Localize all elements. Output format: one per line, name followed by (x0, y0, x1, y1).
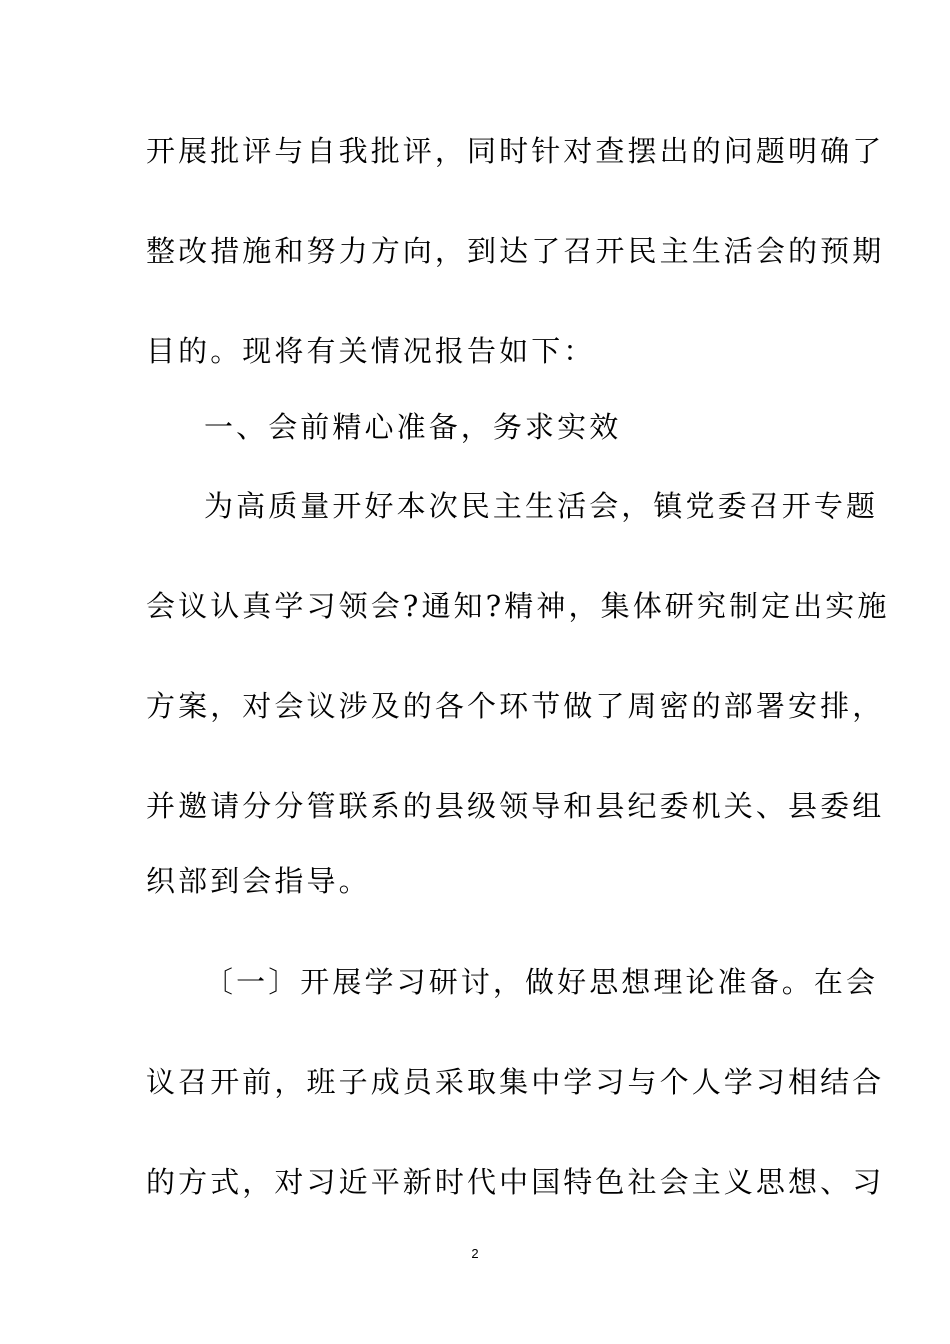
text-line-11: 议召开前，班子成员采取集中学习与个人学习相结合 (146, 1065, 885, 1099)
text-line-9: 织部到会指导。 (146, 864, 371, 898)
subsection-line: 〔一〕开展学习研讨，做好思想理论准备。在会 (204, 965, 879, 999)
text-line-1: 开展批评与自我批评，同时针对查摆出的问题明确了 (146, 134, 885, 168)
text-line-3: 目的。现将有关情况报告如下： (146, 334, 596, 368)
text-line-5: 为高质量开好本次民主生活会，镇党委召开专题 (204, 489, 879, 523)
text-line-7: 方案，对会议涉及的各个环节做了周密的部署安排， (146, 689, 885, 723)
text-line-12: 的方式，对习近平新时代中国特色社会主义思想、习 (146, 1165, 885, 1199)
text-line-8: 并邀请分分管联系的县级领导和县纪委机关、县委组 (146, 789, 885, 823)
section-heading: 一、会前精心准备，务求实效 (204, 410, 622, 444)
text-line-2: 整改措施和努力方向，到达了召开民主生活会的预期 (146, 234, 885, 268)
text-line-6: 会议认真学习领会?通知?精神，集体研究制定出实施 (146, 589, 890, 623)
page-number: 2 (471, 1246, 479, 1261)
